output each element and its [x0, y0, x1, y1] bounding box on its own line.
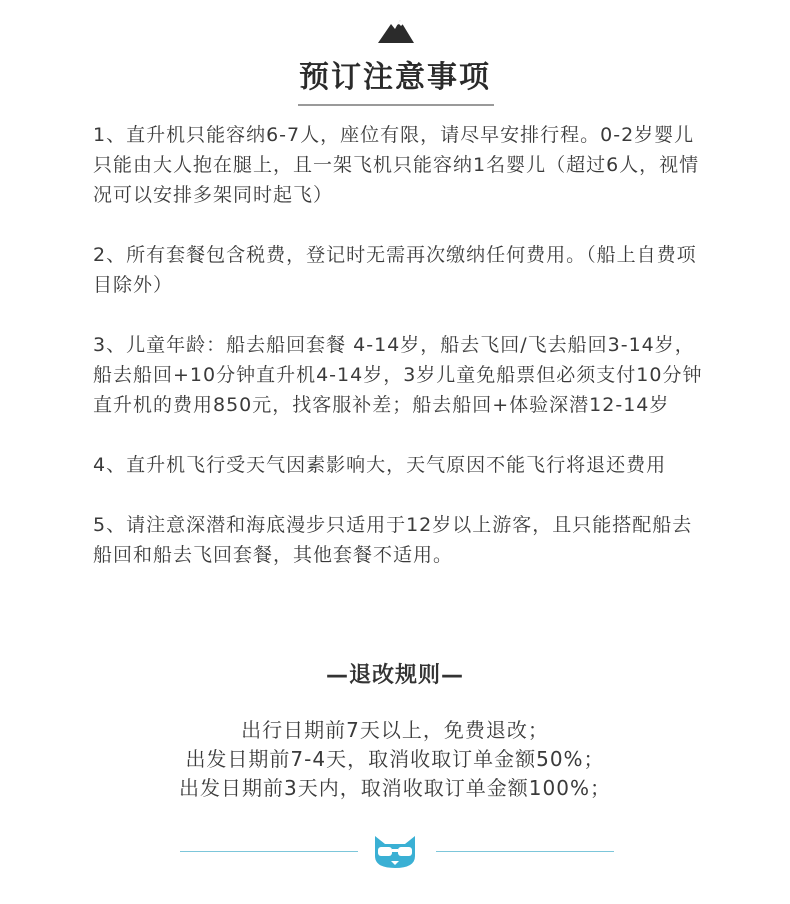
- refund-rules-heading: —退改规则—: [325, 663, 464, 688]
- footer-divider-left: [180, 851, 358, 852]
- note-item: 2、所有套餐包含税费，登记时无需再次缴纳任何费用。（船上自费项目除外）: [93, 244, 697, 296]
- page-title: 预订注意事项: [299, 60, 491, 95]
- mountain-icon: [378, 16, 414, 44]
- cat-goggles-icon: [372, 834, 418, 870]
- refund-rule: 出发日期前7-4天，取消收取订单金额50%；: [185, 747, 605, 771]
- notes-list: [93, 120, 705, 600]
- footer-divider-right: [436, 851, 614, 852]
- refund-rule: 出发日期前3天内，取消收取订单金额100%；: [179, 776, 611, 800]
- refund-rule: 出行日期前7天以上，免费退改；: [241, 718, 549, 742]
- note-item: 4、直升机飞行受天气因素影响大，天气原因不能飞行将退还费用: [93, 454, 667, 476]
- note-item: 5、请注意深潜和海底漫步只适用于12岁以上游客，且只能搭配船去船回和船去飞回套餐，其他套餐不适用。: [93, 514, 693, 566]
- refund-rules-list: [0, 716, 790, 803]
- title-underline: [298, 104, 494, 106]
- note-item: 1、直升机只能容纳6-7人，座位有限，请尽早安排行程。0-2岁婴儿只能由大人抱在腿上，且一架飞机只能容纳1名婴儿（超过6人，视情况可以安排多架同时起飞）: [93, 124, 700, 206]
- note-item: 3、儿童年龄：船去船回套餐 4-14岁，船去飞回/飞去船回3-14岁，船去船回+10分钟直升机4-14岁，3岁儿童免船票但必须支付10分钟直升机的费用850元，找客服补差；船去船回+体验深潜12-14岁: [93, 334, 703, 416]
